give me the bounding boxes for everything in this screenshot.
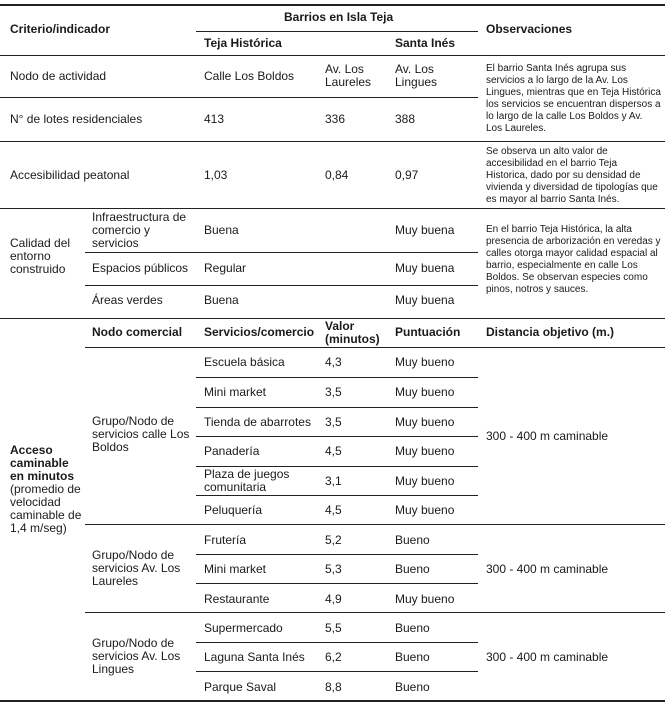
service-puntuacion: Muy bueno [395,385,455,399]
lotes-teja-b: 336 [325,112,346,126]
header-santa-ines: Santa Inés [395,36,456,50]
service-valor: 8,8 [325,680,342,694]
rule-row2 [0,141,665,142]
service-valor: 3,1 [325,474,342,488]
service-name: Escuela básica [204,355,285,369]
acceso-label-rest: (promedio de velocidad caminable de 1,4 m/seg) [10,482,82,535]
service-puntuacion: Bueno [395,562,430,576]
service-name: Panadería [204,444,260,458]
obs-calidad: En el barrio Teja Histórica, la alta presencia de arborización en veredas y calles otorga mayor calidad espacial al barrio, especialmente en calle Los Boldos. Se observan especies como pinos, notros y sauces. [486,224,661,295]
calidad-item-santa-ines: Muy buena [395,261,455,275]
group-distancia: 300 - 400 m caminable [486,650,609,664]
rule-calidad-1 [85,252,478,253]
rule-g2-bottom [85,612,665,613]
rule-g3-1 [196,642,478,643]
service-valor: 3,5 [325,415,342,429]
rule-g1-bottom [85,524,665,525]
service-puntuacion: Bueno [395,680,430,694]
service-name: Tienda de abarrotes [204,415,311,429]
rule-g3-2 [196,671,478,672]
service-puntuacion: Muy bueno [395,444,455,458]
lotes-label: N° de lotes residenciales [10,112,143,126]
service-puntuacion: Muy bueno [395,503,455,517]
service-name: Mini market [204,385,267,399]
rule-bottom [0,700,665,702]
rule-g1-1 [196,377,478,378]
calidad-label: Calidad del entorno construido [10,236,71,276]
acceso-header-nodo: Nodo comercial [92,325,183,339]
service-valor: 5,3 [325,562,342,576]
service-puntuacion: Bueno [395,650,430,664]
nodo-actividad-santa-ines: Av. Los Lingues [395,62,438,89]
service-name: Mini market [204,562,267,576]
nodo-actividad-label: Nodo de actividad [10,69,107,83]
calidad-item-label: Espacios públicos [92,261,189,275]
service-name: Parque Saval [204,680,277,694]
nodo-actividad-teja-a: Calle Los Boldos [204,69,295,83]
service-puntuacion: Muy bueno [395,474,455,488]
service-name: Laguna Santa Inés [204,650,305,664]
group-distancia: 300 - 400 m caminable [486,429,609,443]
accesibilidad-label: Accesibilidad peatonal [10,168,130,182]
service-valor: 5,2 [325,533,342,547]
header-observaciones: Observaciones [486,22,573,36]
service-name: Frutería [204,533,247,547]
service-puntuacion: Bueno [395,621,430,635]
rule-g2-1 [196,554,478,555]
group-nodo: Grupo/Nodo de servicios Av. Los Lingues [92,636,181,676]
acceso-header-servicios: Servicios/comercio [204,325,315,339]
rule-g2-2 [196,583,478,584]
rule-g1-2 [196,407,478,408]
rule-header-bottom [0,55,665,56]
header-teja-historica: Teja Histórica [204,36,282,50]
service-valor: 4,3 [325,355,342,369]
service-valor: 6,2 [325,650,342,664]
acceso-header-distancia: Distancia objetivo (m.) [486,325,615,339]
acceso-header-puntuacion: Puntuación [395,325,461,339]
accesibilidad-teja-a: 1,03 [204,168,228,182]
service-puntuacion: Muy bueno [395,592,455,606]
service-valor: 4,5 [325,444,342,458]
service-name: Peluquería [204,503,263,517]
calidad-item-teja: Buena [204,293,239,307]
service-valor: 4,5 [325,503,342,517]
accesibilidad-santa-ines: 0,97 [395,168,419,182]
group-distancia: 300 - 400 m caminable [486,562,609,576]
calidad-item-label: Áreas verdes [92,293,163,307]
nodo-actividad-teja-b: Av. Los Laureles [325,62,372,89]
service-valor: 4,9 [325,592,342,606]
acceso-header-valor: Valor (minutos) [325,319,380,346]
rule-row3 [0,208,665,209]
rule-g1-5 [196,495,478,496]
rule-row1 [0,97,478,98]
service-puntuacion: Bueno [395,533,430,547]
calidad-item-santa-ines: Muy buena [395,293,455,307]
calidad-item-label: Infraestructura de comercio y servicios [92,210,187,250]
calidad-item-teja: Buena [204,223,239,237]
lotes-teja-a: 413 [204,112,225,126]
header-criterio: Criterio/indicador [10,22,111,36]
group-nodo: Grupo/Nodo de servicios calle Los Boldos [92,414,190,454]
rule-top [0,4,665,6]
service-name: Restaurante [204,592,270,606]
service-name: Supermercado [204,621,283,635]
group-nodo: Grupo/Nodo de servicios Av. Los Laureles [92,548,181,588]
service-puntuacion: Muy bueno [395,415,455,429]
rule-g1-3 [196,436,478,437]
service-name: Plaza de juegos comunitaria [204,467,290,494]
service-valor: 3,5 [325,385,342,399]
acceso-label [10,444,84,535]
acceso-label-bold: Acceso caminable en minutos [10,443,75,483]
header-barrios: Barrios en Isla Teja [284,10,394,24]
calidad-item-teja: Regular [204,261,247,275]
rule-calidad-2 [85,285,478,286]
rule-acceso-header [85,347,665,348]
accesibilidad-teja-b: 0,84 [325,168,349,182]
rule-header-mid [196,31,478,32]
lotes-santa-ines: 388 [395,112,416,126]
calidad-item-santa-ines: Muy buena [395,223,455,237]
obs-nodo-lotes: El barrio Santa Inés agrupa sus servicios a lo largo de la Av. Los Lingues, mientras que en Teja Histórica los servicios se encuentran dispersos a lo largo de la calle Los Boldos y Av. Los Laureles. [486,63,661,134]
service-valor: 5,5 [325,621,342,635]
obs-accesibilidad: Se observa un alto valor de accesibilidad en el barrio Teja Historica, dado por su densidad de vivienda y diversidad de tipologías que es mayor al barrio Santa Inés. [486,146,658,205]
service-puntuacion: Muy bueno [395,355,455,369]
